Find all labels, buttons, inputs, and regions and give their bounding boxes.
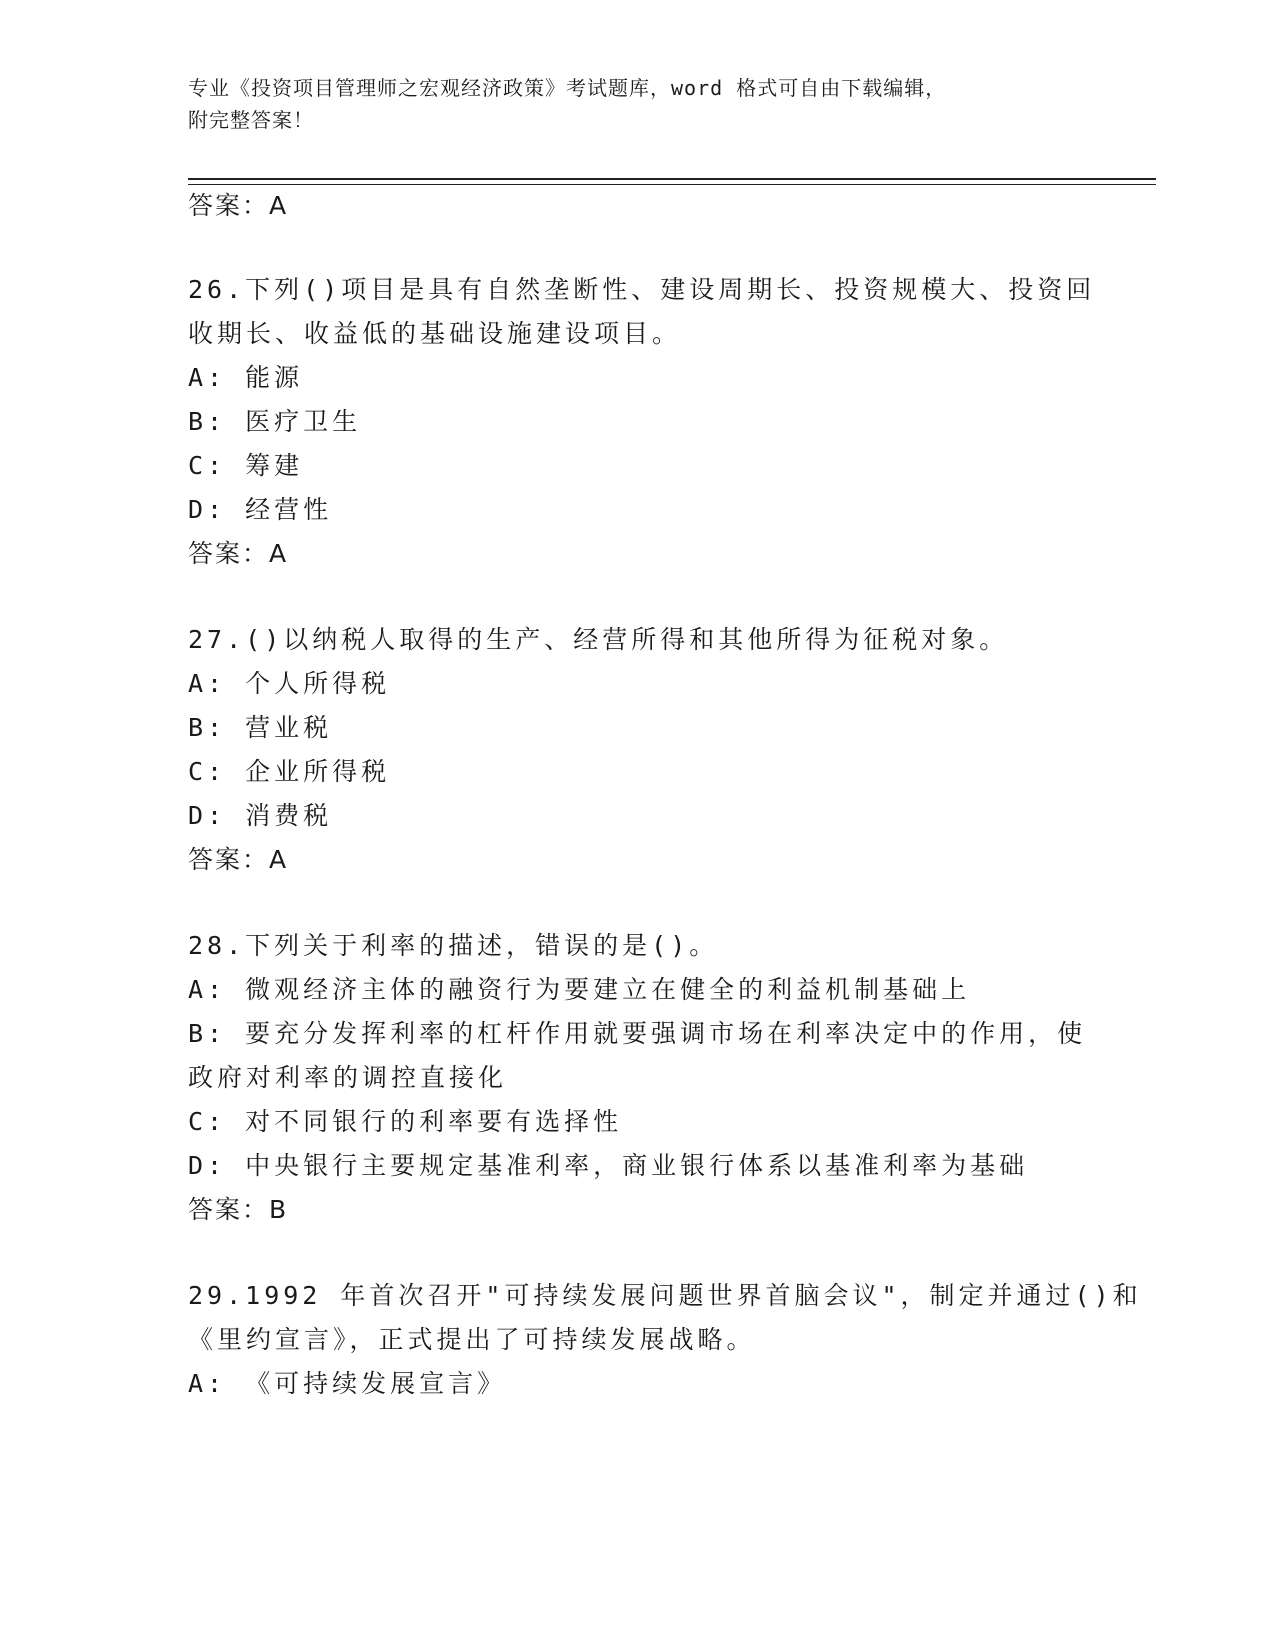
option-a: A: 《可持续发展宣言》 [188, 1369, 507, 1398]
page-header [188, 72, 1088, 136]
option-d: D: 消费税 [188, 801, 333, 830]
option-c: C: 对不同银行的利率要有选择性 [188, 1107, 623, 1136]
option-c: C: 筹建 [188, 451, 304, 480]
header-line: 专业《投资项目管理师之宏观经济政策》考试题库，word 格式可自由下载编辑， [188, 76, 947, 100]
answer-label: 答案：A [188, 191, 289, 220]
option-a: A: 微观经济主体的融资行为要建立在健全的利益机制基础上 [188, 975, 971, 1004]
question-stem: 26.下列()项目是具有自然垄断性、建设周期长、投资规模大、投资回 [188, 275, 1096, 304]
question-stem: 《里约宣言》，正式提出了可持续发展战略。 [188, 1325, 756, 1354]
header-line: 附完整答案！ [188, 108, 314, 132]
option-d: D: 经营性 [188, 495, 333, 524]
answer-label: 答案：B [188, 1195, 289, 1224]
question-stem: 收期长、收益低的基础设施建设项目。 [188, 319, 682, 348]
option-c: C: 企业所得税 [188, 757, 391, 786]
question-stem: 29.1992 年首次召开"可持续发展问题世界首脑会议"，制定并通过()和 [188, 1281, 1142, 1310]
option-b: B: 营业税 [188, 713, 333, 742]
question-stem: 28.下列关于利率的描述，错误的是()。 [188, 931, 719, 960]
answer-label: 答案：A [188, 539, 289, 568]
option-b: B: 要充分发挥利率的杠杆作用就要强调市场在利率决定中的作用，使 [188, 1019, 1087, 1048]
question-stem: 27.()以纳税人取得的生产、经营所得和其他所得为征税对象。 [188, 625, 1009, 654]
answer-label: 答案：A [188, 845, 289, 874]
option-a: A: 个人所得税 [188, 669, 391, 698]
header-divider [188, 178, 1156, 185]
option-b: B: 医疗卫生 [188, 407, 362, 436]
option-b-continued: 政府对利率的调控直接化 [188, 1063, 508, 1092]
option-d: D: 中央银行主要规定基准利率，商业银行体系以基准利率为基础 [188, 1151, 1029, 1180]
option-a: A: 能源 [188, 363, 304, 392]
